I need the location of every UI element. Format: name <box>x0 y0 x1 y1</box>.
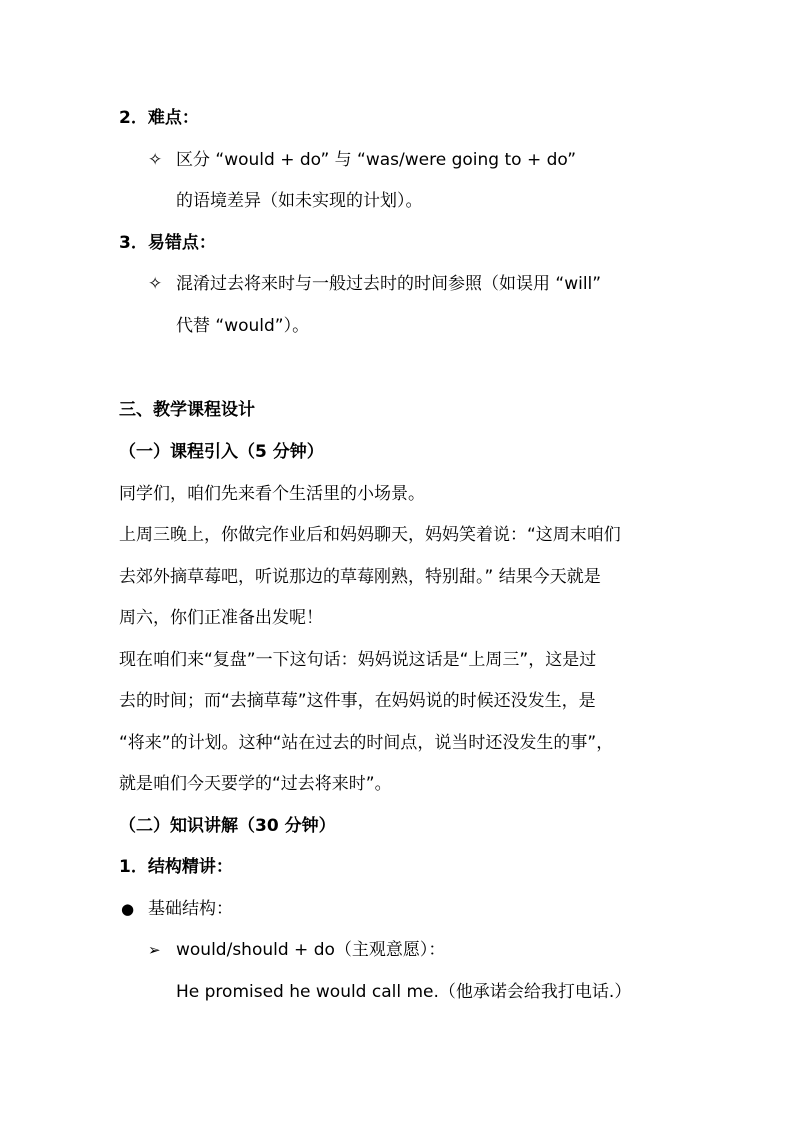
paragraph-line: 就是咱们今天要学的“过去将来时”。 <box>119 774 392 794</box>
example-sentence: He promised he would call me.（他承诺会给我打电话.） <box>176 982 632 1002</box>
section-heading: 三、教学课程设计 <box>119 400 255 420</box>
paragraph-line: 周六，你们正准备出发呢！ <box>119 608 323 628</box>
paragraph-line: 去郊外摘草莓吧，听说那边的草莓刚熟，特别甜。” 结果今天就是 <box>119 567 601 587</box>
intro-heading: （一）课程引入（5 分钟） <box>119 442 324 462</box>
difficult-heading: 2．难点： <box>119 108 199 128</box>
round-bullet-icon: ● <box>121 900 135 918</box>
difficult-text-line1: 区分 “would + do” 与 “was/were going to + do” <box>176 150 577 170</box>
paragraph-line: “将来”的计划。这种“站在过去的时间点，说当时还没发生的事”， <box>119 733 614 753</box>
paragraph-line: 上周三晚上，你做完作业后和妈妈聊天，妈妈笑着说：“这周末咱们 <box>119 525 621 545</box>
paragraph-line: 同学们，咱们先来看个生活里的小场景。 <box>119 484 425 504</box>
paragraph-line: 现在咱们来“复盘”一下这句话：妈妈说这话是“上周三”，这是过 <box>119 650 597 670</box>
error-prone-heading: 3．易错点： <box>119 233 216 253</box>
arrow-bullet-icon: ➢ <box>148 941 161 959</box>
diamond-bullet-icon: ✧ <box>148 274 163 294</box>
structure-heading: 1．结构精讲： <box>119 857 233 877</box>
paragraph-line: 去的时间；而“去摘草莓”这件事，在妈妈说的时候还没发生，是 <box>119 691 596 711</box>
error-prone-text-line1: 混淆过去将来时与一般过去时的时间参照（如误用 “will” <box>176 274 602 294</box>
knowledge-heading: （二）知识讲解（30 分钟） <box>119 816 336 836</box>
diamond-bullet-icon: ✧ <box>148 150 163 170</box>
error-prone-text-line2: 代替 “would”）。 <box>176 316 310 336</box>
difficult-text-line2: 的语境差异（如未实现的计划）。 <box>176 191 423 211</box>
structure-item: would/should + do（主观意愿）： <box>176 940 446 960</box>
basic-structure-label: 基础结构： <box>148 899 233 919</box>
